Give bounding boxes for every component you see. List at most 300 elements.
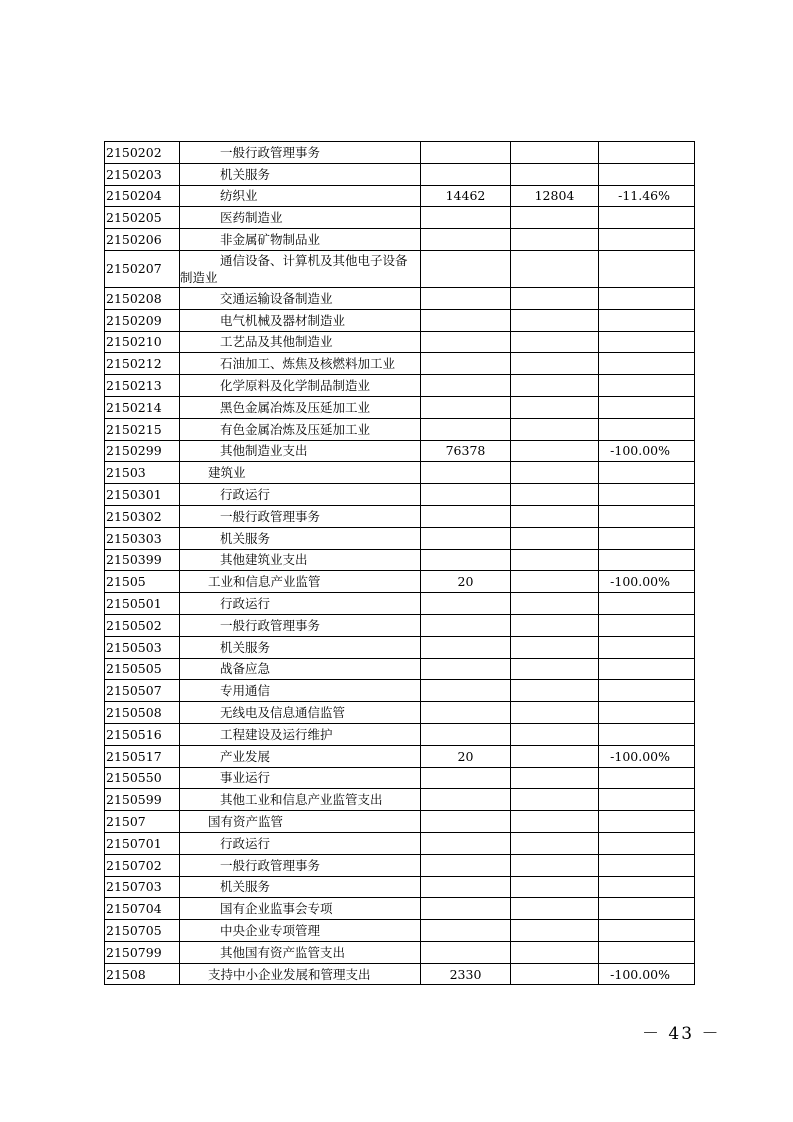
subject-name-cell-text: 行政运行 bbox=[220, 596, 271, 612]
change-percent-cell bbox=[599, 484, 695, 506]
subject-code-cell-text: 2150703 bbox=[106, 879, 162, 895]
subject-code-cell bbox=[105, 505, 180, 527]
subject-code-cell bbox=[105, 963, 180, 985]
value-2-cell bbox=[511, 658, 599, 680]
subject-name-cell-text: 机关服务 bbox=[220, 166, 271, 182]
value-2-cell bbox=[511, 876, 599, 898]
subject-code-cell-text: 2150302 bbox=[106, 508, 162, 524]
value-2-cell bbox=[511, 309, 599, 331]
budget-table bbox=[104, 141, 695, 985]
table-row bbox=[105, 229, 695, 251]
subject-name-cell bbox=[180, 142, 421, 164]
change-percent-cell bbox=[599, 898, 695, 920]
change-percent-cell bbox=[599, 250, 695, 287]
value-1-cell bbox=[421, 440, 511, 462]
table-row bbox=[105, 854, 695, 876]
subject-name-cell bbox=[180, 163, 421, 185]
value-2-cell bbox=[511, 331, 599, 353]
value-1-cell bbox=[421, 832, 511, 854]
subject-code-cell-text: 2150204 bbox=[106, 188, 162, 204]
subject-name-cell bbox=[180, 920, 421, 942]
value-1-cell bbox=[421, 571, 511, 593]
table-row bbox=[105, 440, 695, 462]
value-2-cell bbox=[511, 745, 599, 767]
subject-code-cell-text: 2150213 bbox=[106, 378, 162, 394]
table-row bbox=[105, 832, 695, 854]
value-2-cell bbox=[511, 571, 599, 593]
subject-code-cell-text: 2150299 bbox=[106, 443, 162, 459]
subject-name-cell-text: 支持中小企业发展和管理支出 bbox=[208, 966, 371, 982]
value-1-cell-text: 20 bbox=[457, 748, 474, 764]
subject-name-cell-text: 其他工业和信息产业监管支出 bbox=[220, 792, 383, 808]
value-1-cell bbox=[421, 505, 511, 527]
table-row bbox=[105, 309, 695, 331]
subject-name-cell-text: 交通运输设备制造业 bbox=[220, 290, 333, 306]
subject-name-cell bbox=[180, 287, 421, 309]
subject-code-cell-text: 2150215 bbox=[106, 421, 162, 437]
subject-code-cell bbox=[105, 163, 180, 185]
subject-name-cell bbox=[180, 440, 421, 462]
table-row bbox=[105, 680, 695, 702]
subject-code-cell-text: 2150209 bbox=[106, 312, 162, 328]
table-row bbox=[105, 375, 695, 397]
subject-name-cell bbox=[180, 375, 421, 397]
change-percent-cell-text: -11.46% bbox=[618, 188, 670, 204]
subject-code-cell-text: 2150704 bbox=[106, 901, 162, 917]
subject-code-cell bbox=[105, 614, 180, 636]
subject-code-cell bbox=[105, 898, 180, 920]
value-1-cell bbox=[421, 745, 511, 767]
subject-code-cell bbox=[105, 789, 180, 811]
subject-code-cell-text: 2150501 bbox=[106, 596, 162, 612]
table-row bbox=[105, 396, 695, 418]
subject-name-cell-text: 机关服务 bbox=[220, 879, 271, 895]
subject-code-cell bbox=[105, 593, 180, 615]
subject-name-cell bbox=[180, 353, 421, 375]
subject-name-cell bbox=[180, 767, 421, 789]
subject-code-cell-text: 21508 bbox=[106, 966, 146, 982]
value-2-cell bbox=[511, 505, 599, 527]
subject-name-cell bbox=[180, 876, 421, 898]
value-1-cell bbox=[421, 207, 511, 229]
change-percent-cell bbox=[599, 658, 695, 680]
value-1-cell bbox=[421, 876, 511, 898]
subject-code-cell bbox=[105, 527, 180, 549]
change-percent-cell bbox=[599, 832, 695, 854]
subject-name-cell bbox=[180, 702, 421, 724]
subject-name-cell bbox=[180, 462, 421, 484]
value-1-cell bbox=[421, 658, 511, 680]
value-2-cell bbox=[511, 636, 599, 658]
value-2-cell bbox=[511, 462, 599, 484]
value-2-cell bbox=[511, 767, 599, 789]
table-row bbox=[105, 636, 695, 658]
subject-code-cell-text: 2150205 bbox=[106, 210, 162, 226]
subject-name-cell bbox=[180, 614, 421, 636]
value-2-cell bbox=[511, 527, 599, 549]
value-2-cell bbox=[511, 229, 599, 251]
change-percent-cell-text: -100.00% bbox=[610, 574, 670, 590]
value-2-cell bbox=[511, 163, 599, 185]
value-2-cell bbox=[511, 680, 599, 702]
table-row bbox=[105, 920, 695, 942]
subject-code-cell-text: 2150505 bbox=[106, 661, 162, 677]
subject-code-cell-text: 2150206 bbox=[106, 232, 162, 248]
table-row bbox=[105, 941, 695, 963]
subject-name-cell bbox=[180, 396, 421, 418]
subject-name-cell bbox=[180, 658, 421, 680]
subject-code-cell bbox=[105, 353, 180, 375]
subject-name-cell-text: 一般行政管理事务 bbox=[220, 617, 321, 633]
change-percent-cell bbox=[599, 571, 695, 593]
value-2-cell bbox=[511, 353, 599, 375]
table-row bbox=[105, 876, 695, 898]
subject-code-cell-text: 2150214 bbox=[106, 399, 162, 415]
subject-name-cell bbox=[180, 789, 421, 811]
subject-name-cell bbox=[180, 941, 421, 963]
table-row bbox=[105, 571, 695, 593]
value-2-cell bbox=[511, 789, 599, 811]
value-1-cell bbox=[421, 614, 511, 636]
value-1-cell bbox=[421, 287, 511, 309]
subject-name-cell bbox=[180, 963, 421, 985]
table-row bbox=[105, 185, 695, 207]
change-percent-cell bbox=[599, 789, 695, 811]
table-row bbox=[105, 658, 695, 680]
subject-name-cell bbox=[180, 549, 421, 571]
subject-name-cell-text: 工业和信息产业监管 bbox=[208, 574, 321, 590]
subject-name-cell bbox=[180, 571, 421, 593]
value-2-cell bbox=[511, 702, 599, 724]
change-percent-cell bbox=[599, 680, 695, 702]
subject-name-cell bbox=[180, 723, 421, 745]
value-1-cell bbox=[421, 789, 511, 811]
value-1-cell-text: 20 bbox=[457, 574, 474, 590]
subject-name-cell-text: 战备应急 bbox=[220, 661, 271, 677]
table-row bbox=[105, 484, 695, 506]
subject-code-cell-text: 2150705 bbox=[106, 922, 162, 938]
table-row bbox=[105, 163, 695, 185]
value-2-cell bbox=[511, 142, 599, 164]
change-percent-cell bbox=[599, 331, 695, 353]
value-1-cell-text: 2330 bbox=[449, 966, 482, 982]
subject-name-cell-text: 纺织业 bbox=[220, 188, 258, 204]
subject-name-cell-text: 产业发展 bbox=[220, 748, 271, 764]
table-row bbox=[105, 723, 695, 745]
subject-code-cell bbox=[105, 250, 180, 287]
subject-name-cell bbox=[180, 898, 421, 920]
table-row bbox=[105, 767, 695, 789]
value-2-cell bbox=[511, 963, 599, 985]
subject-name-cell bbox=[180, 309, 421, 331]
value-1-cell bbox=[421, 250, 511, 287]
value-1-cell bbox=[421, 593, 511, 615]
value-2-cell bbox=[511, 854, 599, 876]
subject-name-cell bbox=[180, 854, 421, 876]
subject-code-cell bbox=[105, 636, 180, 658]
value-1-cell bbox=[421, 331, 511, 353]
change-percent-cell bbox=[599, 418, 695, 440]
value-1-cell-text: 14462 bbox=[445, 188, 486, 204]
subject-name-cell-text: 其他制造业支出 bbox=[220, 443, 308, 459]
change-percent-cell bbox=[599, 702, 695, 724]
change-percent-cell bbox=[599, 505, 695, 527]
table-row bbox=[105, 207, 695, 229]
subject-code-cell bbox=[105, 549, 180, 571]
subject-name-cell-text: 事业运行 bbox=[220, 770, 271, 786]
subject-name-cell-text: 工程建设及运行维护 bbox=[220, 726, 333, 742]
change-percent-cell bbox=[599, 593, 695, 615]
value-1-cell bbox=[421, 309, 511, 331]
change-percent-cell bbox=[599, 811, 695, 833]
table-row bbox=[105, 462, 695, 484]
subject-code-cell-text: 2150208 bbox=[106, 290, 162, 306]
value-2-cell bbox=[511, 250, 599, 287]
table-row bbox=[105, 527, 695, 549]
table-row bbox=[105, 331, 695, 353]
subject-name-cell bbox=[180, 505, 421, 527]
subject-code-cell-text: 2150508 bbox=[106, 705, 162, 721]
change-percent-cell bbox=[599, 745, 695, 767]
value-1-cell bbox=[421, 854, 511, 876]
change-percent-cell bbox=[599, 876, 695, 898]
table-row bbox=[105, 898, 695, 920]
subject-code-cell-text: 2150212 bbox=[106, 356, 162, 372]
subject-code-cell bbox=[105, 941, 180, 963]
value-2-cell bbox=[511, 185, 599, 207]
subject-code-cell bbox=[105, 723, 180, 745]
change-percent-cell bbox=[599, 353, 695, 375]
subject-code-cell-text: 2150599 bbox=[106, 792, 162, 808]
subject-code-cell bbox=[105, 375, 180, 397]
value-2-cell bbox=[511, 811, 599, 833]
value-1-cell bbox=[421, 185, 511, 207]
table-row bbox=[105, 505, 695, 527]
change-percent-cell bbox=[599, 941, 695, 963]
change-percent-cell-text: -100.00% bbox=[610, 966, 670, 982]
table-row bbox=[105, 614, 695, 636]
subject-name-cell-text: 建筑业 bbox=[208, 465, 246, 481]
subject-code-cell-text: 2150303 bbox=[106, 530, 162, 546]
subject-code-cell bbox=[105, 571, 180, 593]
change-percent-cell bbox=[599, 396, 695, 418]
subject-code-cell-text: 2150701 bbox=[106, 835, 162, 851]
subject-code-cell bbox=[105, 745, 180, 767]
subject-name-cell-text: 石油加工、炼焦及核燃料加工业 bbox=[220, 356, 396, 372]
subject-name-cell bbox=[180, 636, 421, 658]
subject-code-cell-text: 21505 bbox=[106, 574, 146, 590]
subject-name-cell-text: 非金属矿物制品业 bbox=[220, 232, 321, 248]
subject-code-cell-text: 2150399 bbox=[106, 552, 162, 568]
change-percent-cell bbox=[599, 920, 695, 942]
value-1-cell bbox=[421, 898, 511, 920]
subject-name-cell-text: 机关服务 bbox=[220, 639, 271, 655]
subject-name-cell bbox=[180, 832, 421, 854]
subject-code-cell-text: 2150503 bbox=[106, 639, 162, 655]
subject-name-cell-text: 无线电及信息通信监管 bbox=[220, 705, 346, 721]
change-percent-cell bbox=[599, 440, 695, 462]
value-2-cell bbox=[511, 484, 599, 506]
subject-name-cell-text: 专用通信 bbox=[220, 683, 271, 699]
subject-code-cell-text: 2150207 bbox=[106, 261, 162, 277]
subject-name-cell-text: 国有企业监事会专项 bbox=[220, 901, 333, 917]
subject-code-cell bbox=[105, 418, 180, 440]
value-2-cell bbox=[511, 920, 599, 942]
table-row bbox=[105, 593, 695, 615]
subject-code-cell bbox=[105, 396, 180, 418]
subject-code-cell bbox=[105, 920, 180, 942]
value-2-cell bbox=[511, 898, 599, 920]
change-percent-cell bbox=[599, 375, 695, 397]
subject-code-cell-text: 2150550 bbox=[106, 770, 162, 786]
value-2-cell-text: 12804 bbox=[534, 188, 575, 204]
value-1-cell bbox=[421, 229, 511, 251]
value-1-cell bbox=[421, 549, 511, 571]
value-2-cell bbox=[511, 593, 599, 615]
table-row bbox=[105, 811, 695, 833]
value-1-cell bbox=[421, 941, 511, 963]
change-percent-cell bbox=[599, 549, 695, 571]
subject-name-cell-text: 医药制造业 bbox=[220, 210, 283, 226]
subject-code-cell-text: 2150702 bbox=[106, 857, 162, 873]
subject-name-cell bbox=[180, 527, 421, 549]
value-2-cell bbox=[511, 941, 599, 963]
page-number: － 43 － bbox=[642, 1024, 721, 1044]
subject-code-cell-text: 2150203 bbox=[106, 166, 162, 182]
value-1-cell bbox=[421, 680, 511, 702]
value-2-cell bbox=[511, 832, 599, 854]
subject-name-cell-text: 国有资产监管 bbox=[208, 814, 284, 829]
subject-code-cell bbox=[105, 207, 180, 229]
subject-name-cell bbox=[180, 229, 421, 251]
subject-name-cell-text: 其他国有资产监管支出 bbox=[220, 944, 346, 960]
change-percent-cell bbox=[599, 614, 695, 636]
change-percent-cell bbox=[599, 462, 695, 484]
subject-name-cell-text: 工艺品及其他制造业 bbox=[220, 334, 333, 350]
subject-name-cell bbox=[180, 418, 421, 440]
subject-code-cell-text: 2150516 bbox=[106, 726, 162, 742]
value-1-cell bbox=[421, 702, 511, 724]
change-percent-cell bbox=[599, 207, 695, 229]
value-1-cell bbox=[421, 723, 511, 745]
change-percent-cell bbox=[599, 185, 695, 207]
subject-code-cell bbox=[105, 309, 180, 331]
value-2-cell bbox=[511, 207, 599, 229]
subject-name-cell-text: 中央企业专项管理 bbox=[220, 922, 321, 938]
subject-name-cell-text: 行政运行 bbox=[220, 487, 271, 503]
subject-code-cell-text: 2150517 bbox=[106, 748, 162, 764]
table-row bbox=[105, 789, 695, 811]
table-row bbox=[105, 287, 695, 309]
table-row bbox=[105, 142, 695, 164]
budget-table-body bbox=[105, 142, 695, 985]
change-percent-cell-text: -100.00% bbox=[610, 748, 670, 764]
value-2-cell bbox=[511, 723, 599, 745]
change-percent-cell bbox=[599, 142, 695, 164]
subject-code-cell bbox=[105, 440, 180, 462]
subject-code-cell bbox=[105, 854, 180, 876]
subject-code-cell-text: 2150210 bbox=[106, 334, 162, 350]
value-1-cell bbox=[421, 484, 511, 506]
change-percent-cell bbox=[599, 767, 695, 789]
value-1-cell bbox=[421, 767, 511, 789]
subject-code-cell-text: 21507 bbox=[106, 814, 146, 829]
value-2-cell bbox=[511, 396, 599, 418]
value-2-cell bbox=[511, 287, 599, 309]
subject-name-cell bbox=[180, 207, 421, 229]
subject-code-cell-text: 21503 bbox=[106, 465, 146, 481]
value-1-cell bbox=[421, 963, 511, 985]
table-row bbox=[105, 353, 695, 375]
subject-code-cell-text: 2150202 bbox=[106, 144, 162, 160]
subject-code-cell bbox=[105, 287, 180, 309]
change-percent-cell bbox=[599, 287, 695, 309]
change-percent-cell-text: -100.00% bbox=[610, 443, 670, 459]
value-1-cell bbox=[421, 636, 511, 658]
subject-code-cell-text: 2150301 bbox=[106, 487, 162, 503]
table-row bbox=[105, 418, 695, 440]
change-percent-cell bbox=[599, 636, 695, 658]
subject-code-cell bbox=[105, 462, 180, 484]
table-row bbox=[105, 745, 695, 767]
value-1-cell bbox=[421, 142, 511, 164]
subject-code-cell bbox=[105, 484, 180, 506]
subject-name-cell bbox=[180, 745, 421, 767]
subject-name-cell bbox=[180, 331, 421, 353]
subject-code-cell bbox=[105, 702, 180, 724]
subject-name-cell-text: 机关服务 bbox=[220, 530, 271, 546]
subject-name-cell-text: 一般行政管理事务 bbox=[220, 144, 321, 160]
value-2-cell bbox=[511, 375, 599, 397]
value-2-cell bbox=[511, 418, 599, 440]
subject-name-cell bbox=[180, 593, 421, 615]
change-percent-cell bbox=[599, 527, 695, 549]
subject-name-cell-text: 一般行政管理事务 bbox=[220, 508, 321, 524]
subject-code-cell-text: 2150799 bbox=[106, 944, 162, 960]
subject-name-cell-text: 黑色金属冶炼及压延加工业 bbox=[220, 399, 371, 415]
value-1-cell bbox=[421, 353, 511, 375]
subject-name-cell-text: 通信设备、计算机及其他电子设备制造业 bbox=[180, 252, 408, 285]
subject-code-cell bbox=[105, 658, 180, 680]
change-percent-cell bbox=[599, 163, 695, 185]
change-percent-cell bbox=[599, 963, 695, 985]
subject-code-cell bbox=[105, 331, 180, 353]
subject-name-cell bbox=[180, 811, 421, 833]
subject-name-cell-text: 有色金属冶炼及压延加工业 bbox=[220, 421, 371, 437]
value-1-cell bbox=[421, 375, 511, 397]
table-row bbox=[105, 250, 695, 287]
table-row bbox=[105, 549, 695, 571]
value-1-cell bbox=[421, 418, 511, 440]
subject-name-cell-text: 化学原料及化学制品制造业 bbox=[220, 378, 371, 394]
table-row bbox=[105, 702, 695, 724]
value-1-cell-text: 76378 bbox=[445, 443, 486, 459]
subject-name-cell bbox=[180, 484, 421, 506]
subject-name-cell-text: 行政运行 bbox=[220, 835, 271, 851]
value-2-cell bbox=[511, 614, 599, 636]
subject-code-cell bbox=[105, 229, 180, 251]
change-percent-cell bbox=[599, 854, 695, 876]
value-1-cell bbox=[421, 811, 511, 833]
subject-name-cell bbox=[180, 680, 421, 702]
subject-code-cell bbox=[105, 876, 180, 898]
value-1-cell bbox=[421, 163, 511, 185]
subject-code-cell bbox=[105, 832, 180, 854]
subject-code-cell bbox=[105, 185, 180, 207]
value-1-cell bbox=[421, 462, 511, 484]
subject-name-cell-text: 一般行政管理事务 bbox=[220, 857, 321, 873]
change-percent-cell bbox=[599, 723, 695, 745]
